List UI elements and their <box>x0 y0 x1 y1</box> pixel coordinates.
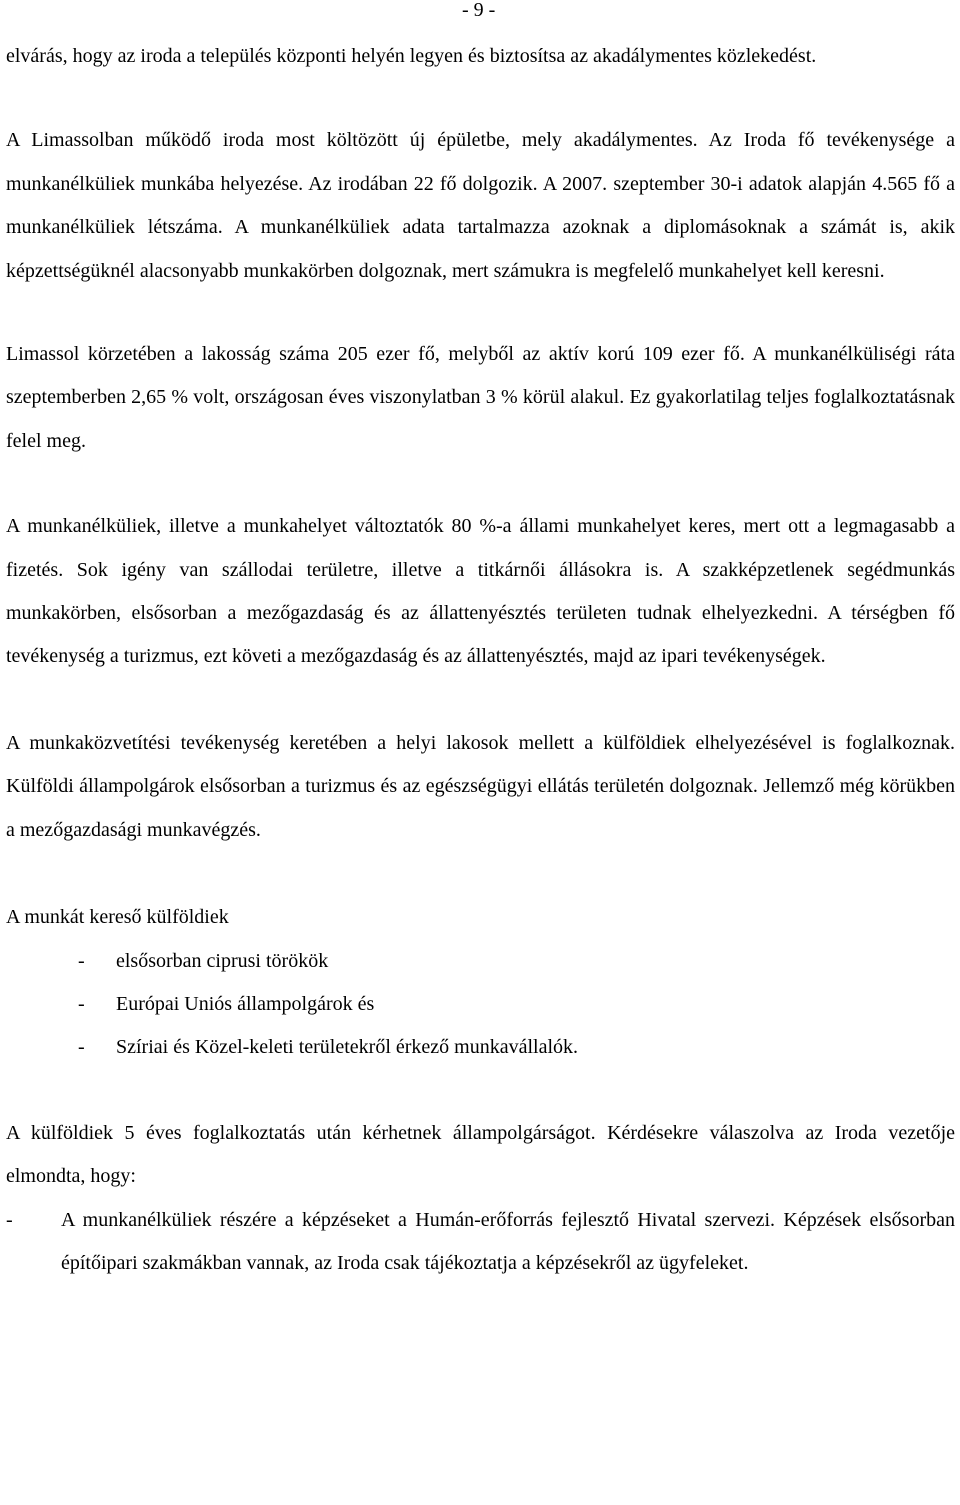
list-item <box>6 940 955 983</box>
list-item <box>6 1199 955 1286</box>
paragraph-accessibility-expectation: elvárás, hogy az iroda a település központi helyén legyen és biztosítsa az akadálymentes közlekedést. <box>6 45 817 67</box>
page-number: - 9 - <box>462 0 496 21</box>
list-dash: - <box>6 1208 13 1231</box>
list-item <box>6 983 955 1026</box>
list-item-text: Szíriai és Közel-keleti területekről érkező munkavállalók. <box>116 1036 579 1059</box>
paragraph-job-seekers: A munkanélküliek, illetve a munkahelyet változtatók 80 %-a állami munkahelyet keres, mert ott a legmagasabb a fizetés. Sok igény van szállodai területre, illetve a titkárnői állásokra is. A szakképzetlenek segédmunkás munkakörben, elsősorban a mezőgazdaság és az állattenyésztés területen tudnak elhelyezkedni. A térségben fő tevékenység a turizmus, ezt követi a mezőgazdaság és az állattenyésztés, majd az ipari tevékenységek. <box>6 515 955 668</box>
document-page <box>6 35 955 1285</box>
paragraph-foreign-placement: A munkaközvetítési tevékenység keretében a helyi lakosok mellett a külföldiek elhelyezésével is foglalkoznak. Külföldi állampolgárok elsősorban a turizmus és az egészségügyi ellátás területén dolgoznak. Jellemző még körükben a mezőgazdasági munkavégzés. <box>6 731 955 841</box>
list-item <box>6 1026 955 1069</box>
foreign-jobseekers-list <box>6 940 955 1070</box>
list-item-text: Európai Uniós állampolgárok és <box>116 992 375 1015</box>
director-statements-list <box>6 1199 955 1286</box>
list-dash: - <box>78 949 85 972</box>
paragraph-foreign-jobseekers-intro: A munkát kereső külföldiek <box>6 906 229 929</box>
paragraph-limassol-office: A Limassolban működő iroda most költözött új épületbe, mely akadálymentes. Az Iroda fő tevékenysége a munkanélküliek munkába helyezése. Az irodában 22 fő dolgozik. A 2007. szeptember 30-i adatok alapján 4.565 fő a munkanélküliek létszáma. A munkanélküliek adata tartalmazza azoknak a diplomásoknak a számát is, akik képzettségüknél alacsonyabb munkakörben dolgoznak, mert számukra is megfelelő munkahelyet kell keresni. <box>6 129 955 282</box>
paragraph-citizenship: A külföldiek 5 éves foglalkoztatás után kérhetnek állampolgárságot. Kérdésekre válaszolva az Iroda vezetője elmondta, hogy: <box>6 1121 955 1188</box>
list-dash: - <box>78 992 85 1015</box>
paragraph-population-unemployment: Limassol körzetében a lakosság száma 205 ezer fő, melyből az aktív korú 109 ezer fő. A munkanélküliségi ráta szeptemberben 2,65 % volt, országosan éves viszonylatban 3 % körül alakul. Ez gyakorlatilag teljes foglalkoztatásnak felel meg. <box>6 343 955 452</box>
list-item-text: A munkanélküliek részére a képzéseket a Humán-erőforrás fejlesztő Hivatal szervezi. Képzések elsősorban építőipari szakmákban vannak, az Iroda csak tájékoztatja a képzésekről az ügyfeleket. <box>61 1208 955 1274</box>
list-dash: - <box>78 1036 85 1059</box>
list-item-text: elsősorban ciprusi törökök <box>116 949 329 972</box>
